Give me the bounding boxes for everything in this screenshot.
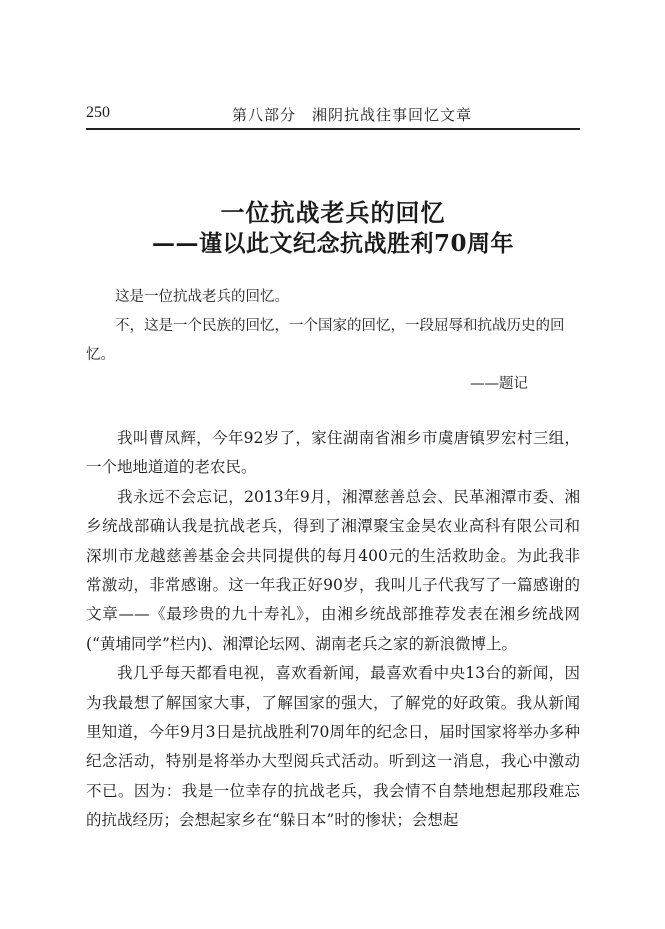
- epigraph-line: 这是一位抗战老兵的回忆。: [115, 289, 289, 305]
- page-number: 250: [86, 104, 110, 121]
- epigraph-line: 不，这是一个民族的回忆，一个国家的回忆，一段屈辱和抗战历史的回忆。: [86, 318, 565, 363]
- article-title-block: [86, 198, 580, 260]
- article-subtitle: ——谨以此文纪念抗战胜利70周年: [151, 230, 514, 257]
- body-paragraph: 我几乎每天都看电视，喜欢看新闻，最喜欢看中央13台的新闻，因为我最想了解国家大事，了解国家的强大，了解党的好政策。我从新闻里知道，今年9月3日是抗战胜利70周年的纪念日，届时国家将举办多种纪念活动，特别是将举办大型阅兵式活动。听到这一消息，我心中激动不已。因为：我是一位幸存的抗战老兵，我会情不自禁地想起那段难忘的抗战经历；会想起家乡在“躲日本”时的惨状；会想起: [86, 664, 580, 830]
- article-body: [86, 424, 580, 836]
- body-paragraph: 我永远不会忘记，2013年9月，湘潭慈善总会、民革湘潭市委、湘乡统战部确认我是抗战老兵，得到了湘潭聚宝金昊农业高科有限公司和深圳市龙越慈善基金会共同提供的每月400元的生活救助金。为此我非常激动，非常感谢。这一年我正好90岁，我叫儿子代我写了一篇感谢的文章——《最珍贵的九十寿礼》，由湘乡统战部推荐发表在湘乡统战网(“黄埔同学”栏内)、湘潭论坛网、湖南老兵之家的新浪微博上。: [86, 487, 580, 653]
- body-paragraph: 我叫曹凤辉，今年92岁了，家住湖南省湘乡市虞唐镇罗宏村三组，一个地地道道的老农民。: [86, 429, 580, 477]
- article-title: 一位抗战老兵的回忆: [220, 198, 446, 227]
- running-head: 第八部分 湘阴抗战往事回忆文章: [232, 106, 473, 124]
- page-header: [86, 96, 580, 130]
- epigraph: [86, 283, 580, 399]
- epigraph-signature: ——题记: [470, 376, 528, 392]
